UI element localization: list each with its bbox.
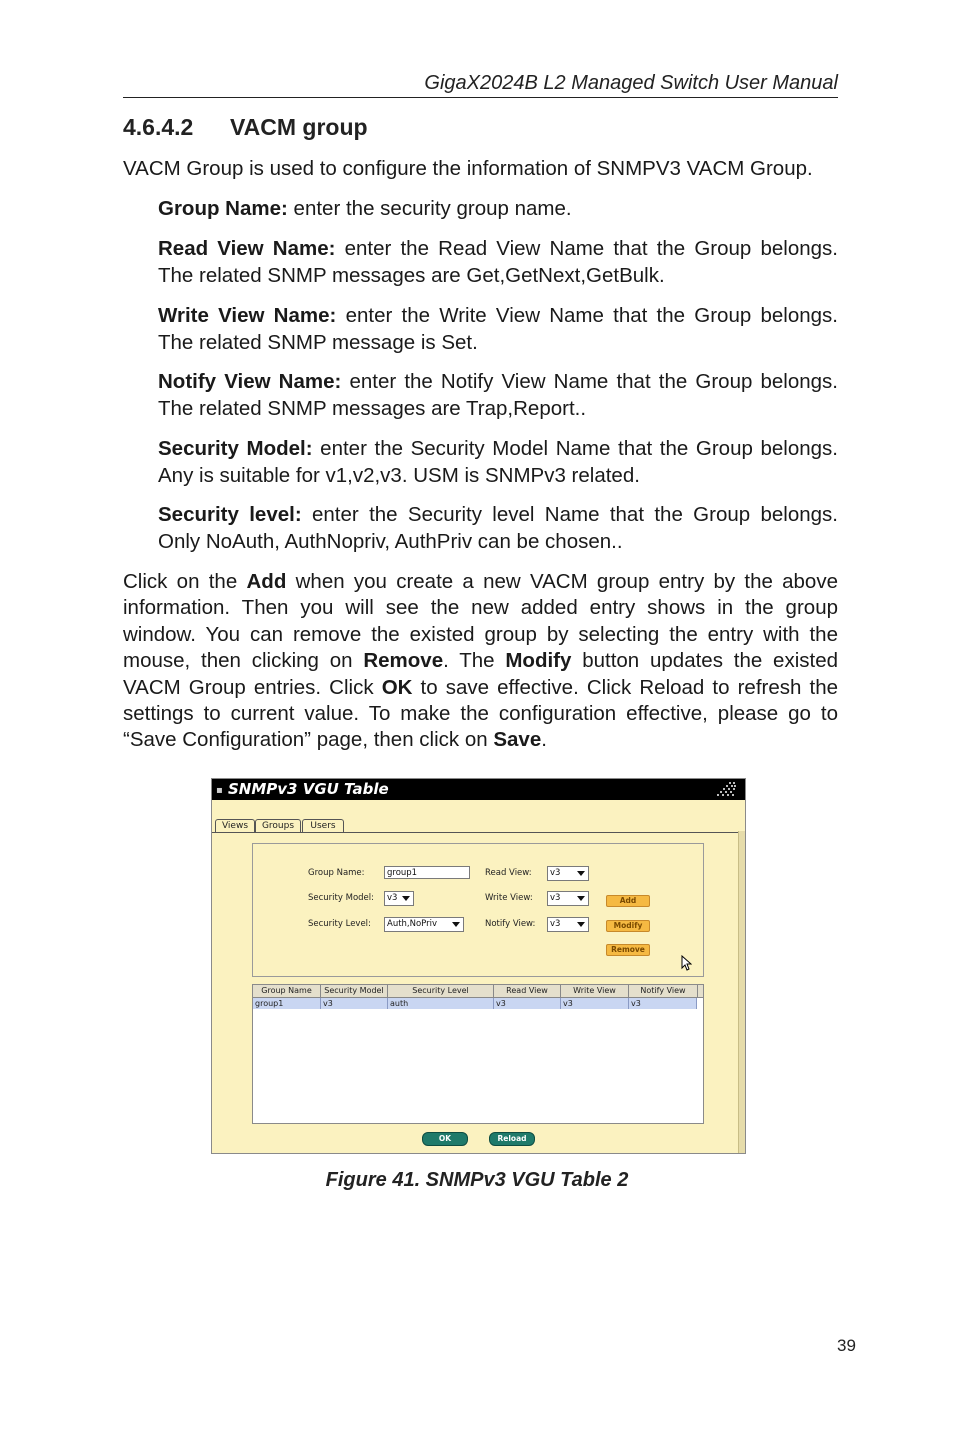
bold-run: Save (493, 728, 542, 752)
definition-text: enter the Security level Name that the Group belongs. Only NoAuth, AuthNopriv, AuthPriv can be chosen.. (158, 503, 839, 553)
ok-button[interactable]: OK (422, 1132, 468, 1146)
tab-divider (212, 832, 739, 833)
group-name-label: Group Name: (308, 868, 365, 878)
snmpv3-vgu-table-window (211, 778, 746, 1154)
text-run: to save effective. Click Reload to refresh the settings to current value. To make the configuration effective, please go to “Save Configuration” page, then click on (123, 675, 838, 752)
column-header-security-model[interactable]: Security Model (321, 985, 388, 997)
column-header-security-level[interactable]: Security Level (388, 985, 494, 997)
definition-term: Security Model: (158, 437, 313, 460)
window-titlebar (212, 779, 745, 800)
definition-text: enter the security group name. (287, 197, 572, 220)
column-header-read-view[interactable]: Read View (494, 985, 561, 997)
write-view-value: v3 (550, 893, 561, 903)
add-button[interactable]: Add (606, 895, 650, 907)
section-number: 4.6.4.2 (123, 114, 194, 140)
figure-caption: Figure 41. SNMPv3 VGU Table 2 (325, 1169, 629, 1191)
page-number: 39 (837, 1336, 856, 1355)
definition-term: Notify View Name: (158, 370, 342, 393)
mouse-pointer-icon (681, 955, 692, 971)
group-name-input[interactable]: group1 (384, 866, 470, 879)
cell-notify-view: v3 (629, 998, 697, 1009)
chevron-down-icon (402, 896, 410, 901)
column-header-notify-view[interactable]: Notify View (629, 985, 698, 997)
definition-group-name (158, 196, 838, 223)
definition-security-model (158, 436, 838, 489)
definition-term: Write View Name: (158, 304, 337, 327)
security-level-label: Security Level: (308, 919, 371, 929)
security-model-label: Security Model: (308, 893, 374, 903)
notify-view-label: Notify View: (485, 919, 536, 929)
definition-text: enter the Read View Name that the Group belongs. The related SNMP messages are Get,GetNext,GetBulk. (158, 237, 838, 287)
security-level-value: Auth,NoPriv (387, 919, 438, 929)
reload-button[interactable]: Reload (489, 1132, 535, 1146)
group-table (252, 984, 704, 1124)
window-menu-icon[interactable]: ▪ (216, 785, 223, 796)
column-header-group-name[interactable]: Group Name (253, 985, 321, 997)
cell-group-name: group1 (253, 998, 321, 1009)
window-title: SNMPv3 VGU Table (228, 780, 389, 798)
definition-write-view-name (158, 303, 838, 356)
instructions-paragraph (123, 569, 838, 754)
write-view-select[interactable] (547, 891, 589, 906)
text-run: when you create a new VACM group entry by the above information. Then you will see the new added entry shows in the group window. You can remove the existed group by selecting the entry with the mouse, then clicking on (123, 570, 838, 673)
chevron-down-icon (577, 871, 585, 876)
cell-security-level: auth (388, 998, 494, 1009)
section-title: VACM group (230, 114, 368, 140)
bold-run: Add (246, 570, 287, 593)
security-model-select[interactable] (384, 891, 414, 906)
definition-read-view-name (158, 236, 838, 289)
bold-run: Remove (363, 649, 444, 673)
read-view-label: Read View: (485, 868, 532, 878)
vertical-scrollbar[interactable] (738, 831, 745, 1153)
definition-text: enter the Write View Name that the Group belongs. The related SNMP message is Set. (158, 304, 838, 354)
notify-view-select[interactable] (547, 917, 589, 932)
definition-term: Group Name: (158, 197, 288, 220)
section-heading (123, 114, 368, 141)
text-run: button updates the existed VACM Group entries. Click (123, 649, 838, 699)
cell-security-model: v3 (321, 998, 388, 1009)
text-run: . (541, 728, 547, 752)
window-resize-icon[interactable] (715, 781, 737, 798)
definition-security-level (158, 502, 838, 555)
definition-notify-view-name (158, 369, 838, 422)
cell-write-view: v3 (561, 998, 629, 1009)
remove-button[interactable]: Remove (606, 944, 650, 956)
text-run: Click on the (123, 570, 247, 593)
chevron-down-icon (577, 896, 585, 901)
text-run: . The (443, 649, 506, 673)
definition-term: Security level: (158, 503, 302, 526)
group-form-panel (252, 843, 704, 977)
tab-users[interactable]: Users (302, 819, 344, 833)
definition-term: Read View Name: (158, 237, 336, 260)
security-level-select[interactable] (384, 917, 464, 932)
modify-button[interactable]: Modify (606, 920, 650, 932)
tab-views[interactable]: Views (215, 819, 255, 833)
column-header-write-view[interactable]: Write View (561, 985, 629, 997)
tab-groups[interactable]: Groups (255, 819, 301, 833)
table-header (253, 985, 703, 998)
chevron-down-icon (452, 922, 460, 927)
running-header: GigaX2024B L2 Managed Switch User Manual (123, 72, 838, 98)
write-view-label: Write View: (485, 893, 533, 903)
cell-read-view: v3 (494, 998, 561, 1009)
notify-view-value: v3 (550, 919, 561, 929)
definition-text: enter the Notify View Name that the Group belongs. The related SNMP messages are Trap,Report.. (158, 370, 838, 420)
bold-run: OK (381, 675, 413, 699)
bold-run: Modify (505, 649, 572, 673)
security-model-value: v3 (387, 893, 398, 903)
definition-text: enter the Security Model Name that the Group belongs. Any is suitable for v1,v2,v3. USM is SNMPv3 related. (158, 437, 839, 487)
table-row[interactable] (253, 998, 697, 1009)
read-view-select[interactable] (547, 866, 589, 881)
read-view-value: v3 (550, 868, 561, 878)
intro-paragraph: VACM Group is used to configure the information of SNMPV3 VACM Group. (123, 157, 813, 180)
chevron-down-icon (577, 922, 585, 927)
